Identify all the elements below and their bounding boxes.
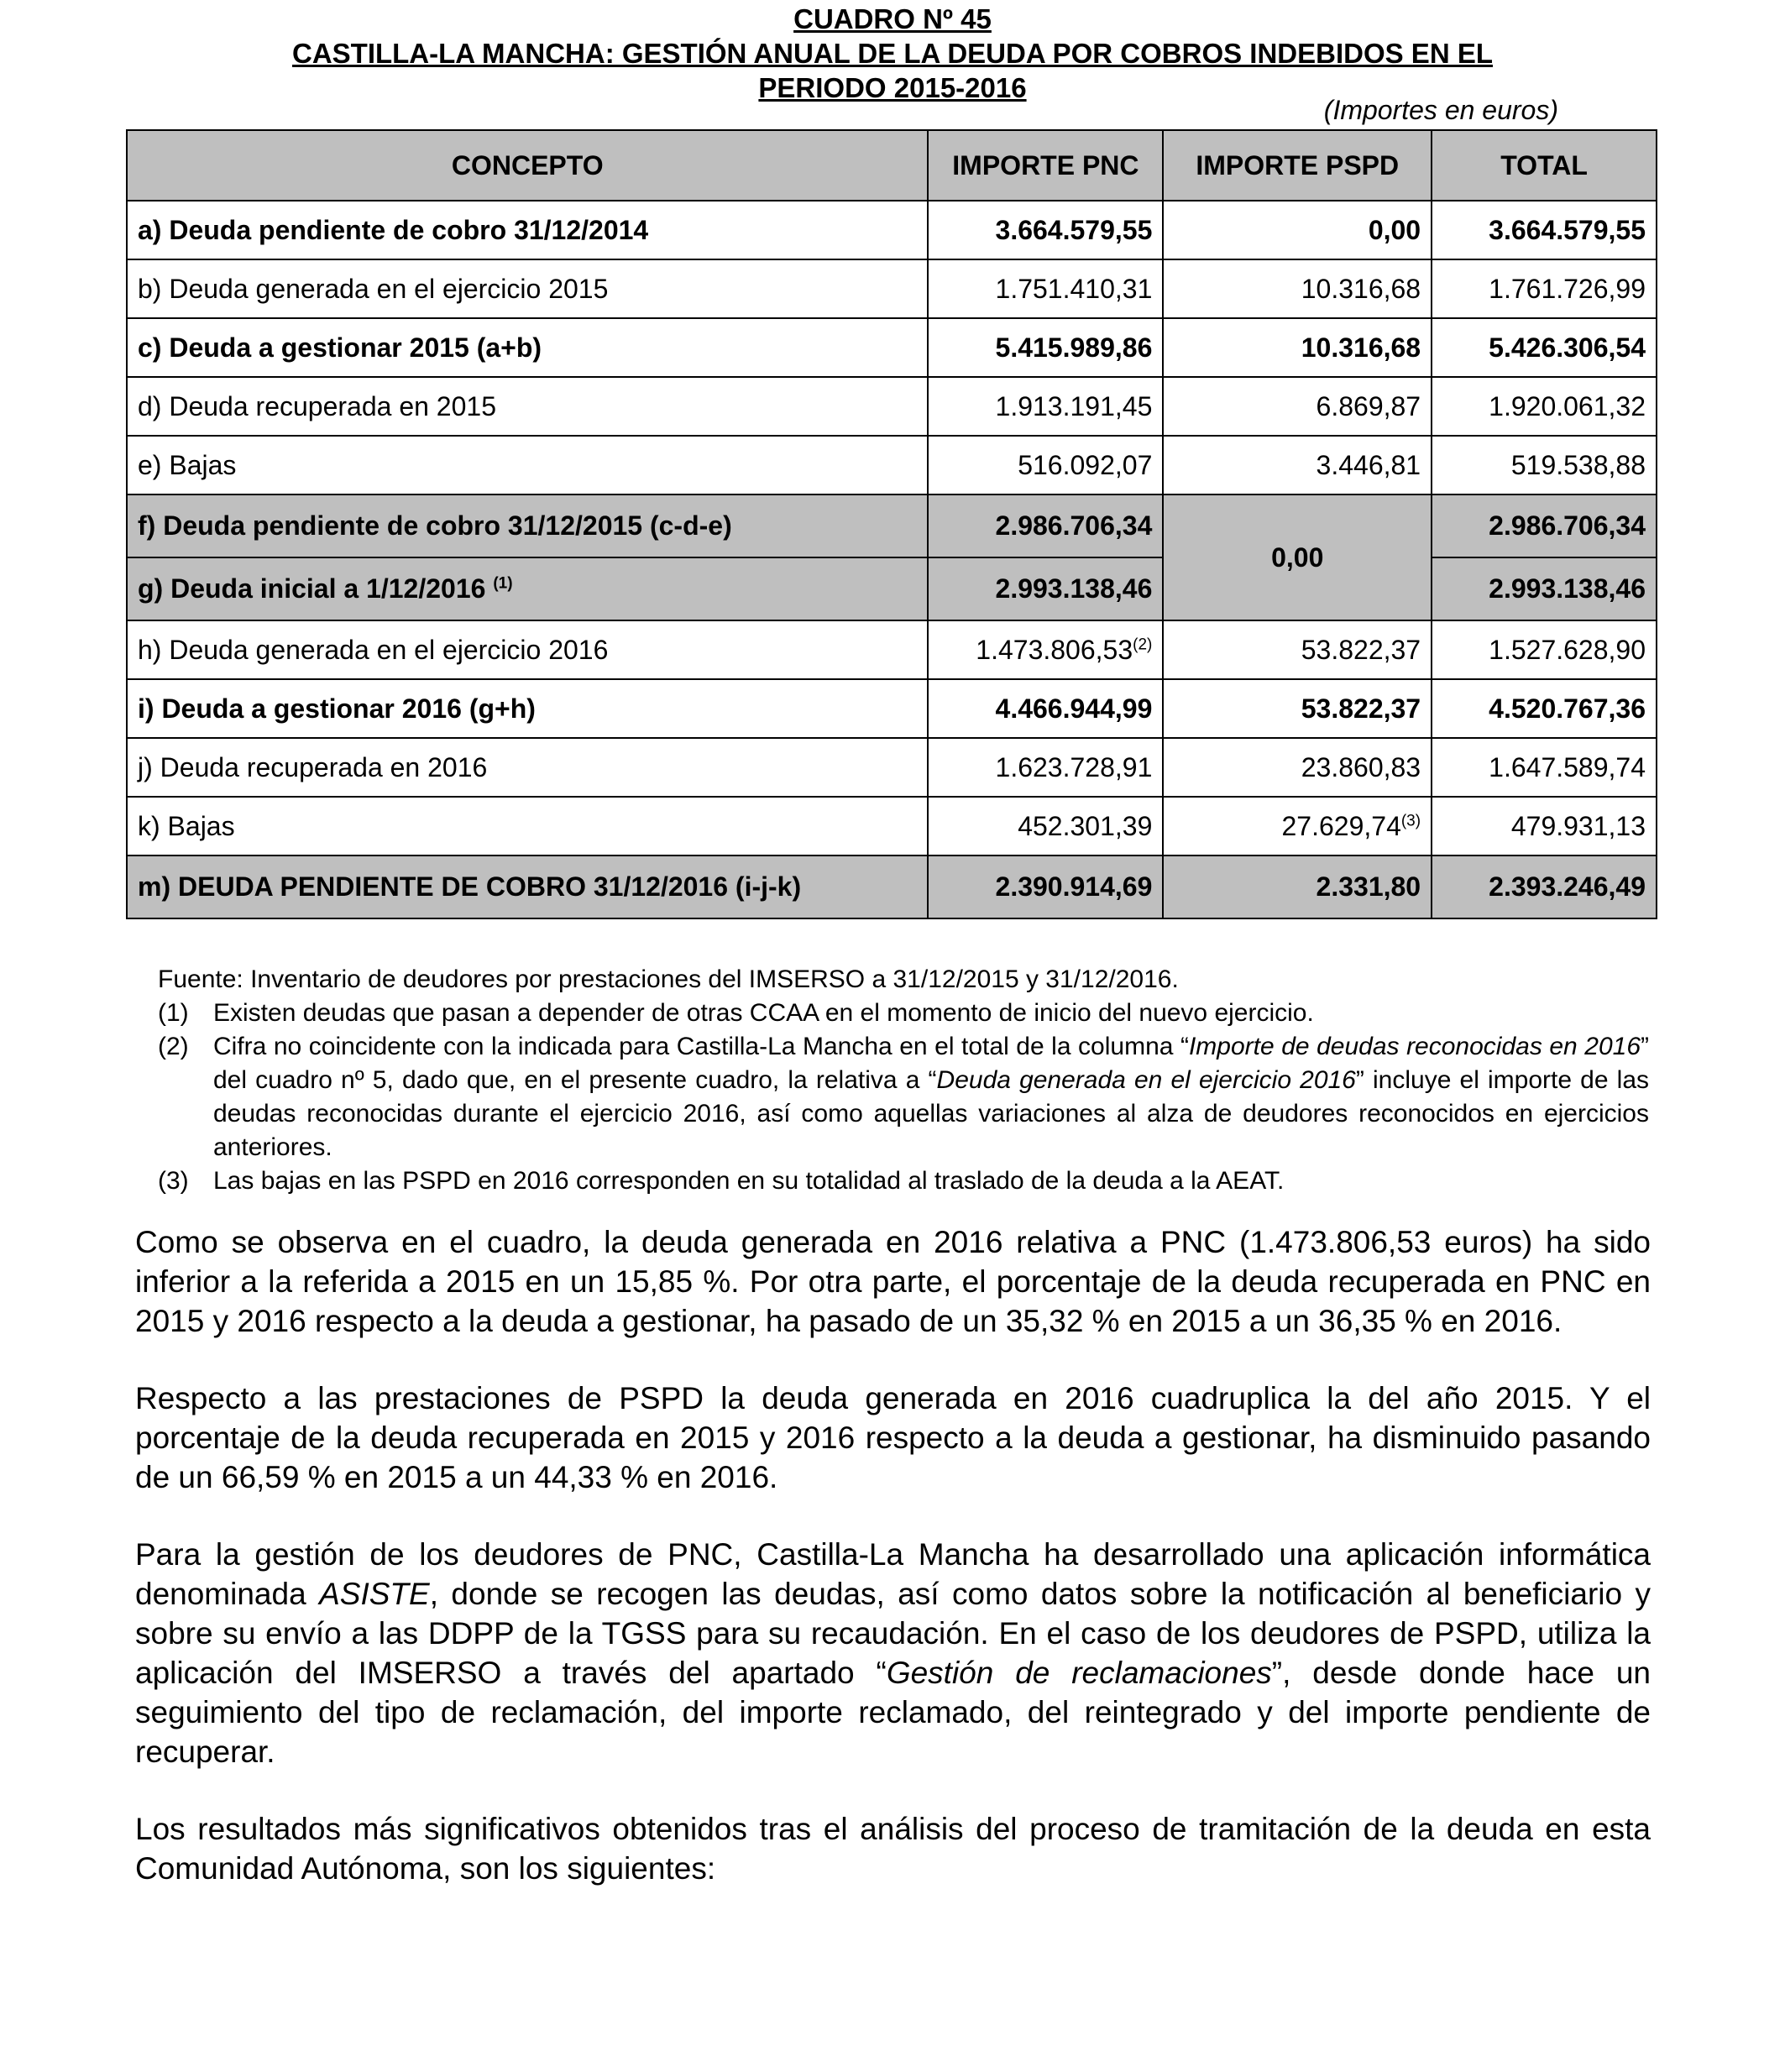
paragraph-part: , donde se recogen las deudas, así como datos sobre la notificación al beneficiario y sobre su envío a las DDPP de la TGSS para su recaudación. En el caso de los deudores de PSPD, utiliza la aplicación del IMSERSO a través del apartado “ <box>135 1577 1651 1690</box>
pspd-merged-cell: 0,00 <box>1163 494 1432 620</box>
table-row <box>127 494 1657 557</box>
footnote-text-part: ” del cuadro nº 5, dado que, en el presente cuadro, la relativa a “ <box>213 1033 1649 1094</box>
footnote-text: Existen deudas que pasan a depender de otras CCAA en el momento de inicio del nuevo ejercicio. <box>213 999 1314 1027</box>
pspd-cell: 2.331,80 <box>1163 855 1432 918</box>
pspd-cell: 10.316,68 <box>1163 259 1432 318</box>
footnote-italic: Importe de deudas reconocidas en 2016 <box>1188 1033 1641 1060</box>
pnc-cell: 2.993.138,46 <box>928 557 1163 620</box>
total-cell: 479.931,13 <box>1432 797 1657 855</box>
debt-table <box>126 129 1657 919</box>
footnote-text <box>213 1030 1649 1164</box>
total-cell: 4.520.767,36 <box>1432 679 1657 738</box>
footnote-ref: (2) <box>1133 635 1153 653</box>
footnote-label: (3) <box>158 1167 189 1195</box>
col-header: IMPORTE PSPD <box>1163 130 1432 201</box>
total-cell: 2.393.246,49 <box>1432 855 1657 918</box>
pnc-cell: 2.986.706,34 <box>928 494 1163 557</box>
pspd-cell: 6.869,87 <box>1163 377 1432 436</box>
paragraph-part: Para la gestión de los deudores de PNC, Castilla-La Mancha ha desarrollado una aplicación informática denominada <box>135 1537 1651 1611</box>
footnote-text: Las bajas en las PSPD en 2016 corresponden en su totalidad al traslado de la deuda a la AEAT. <box>213 1167 1285 1195</box>
table-row <box>127 679 1657 738</box>
total-cell: 1.527.628,90 <box>1432 620 1657 679</box>
paragraph-part: ”, desde donde hace un seguimiento del tipo de reclamación, del importe reclamado, del reintegrado y del importe pendiente de recuperar. <box>135 1656 1651 1769</box>
footnote-text-part: ” incluye el importe de las deudas reconocidas durante el ejercicio 2016, así como aquellas variaciones al alza de deudores reconocidos en ejercicios anteriores. <box>213 1066 1650 1161</box>
pspd-cell: 0,00 <box>1163 201 1432 259</box>
total-cell: 1.761.726,99 <box>1432 259 1657 318</box>
concept-cell: a) Deuda pendiente de cobro 31/12/2014 <box>127 201 928 259</box>
title-cuadro: CUADRO Nº 45 <box>793 3 992 34</box>
pspd-cell <box>1163 797 1432 855</box>
pspd-cell: 53.822,37 <box>1163 679 1432 738</box>
pspd-value: 27.629,74 <box>1281 810 1401 841</box>
total-cell: 1.647.589,74 <box>1432 738 1657 797</box>
concept-cell: k) Bajas <box>127 797 928 855</box>
total-cell: 3.664.579,55 <box>1432 201 1657 259</box>
footnote-italic: Deuda generada en el ejercicio 2016 <box>936 1066 1356 1094</box>
table-title <box>0 2 1785 105</box>
table-notes <box>158 963 1649 1198</box>
table-header-row <box>127 130 1657 201</box>
title-main: CASTILLA-LA MANCHA: GESTIÓN ANUAL DE LA DEUDA POR COBROS INDEBIDOS EN EL <box>291 38 1493 69</box>
pspd-cell: 53.822,37 <box>1163 620 1432 679</box>
pnc-cell: 1.623.728,91 <box>928 738 1163 797</box>
col-header: IMPORTE PNC <box>928 130 1163 201</box>
table-row <box>127 738 1657 797</box>
pnc-cell: 452.301,39 <box>928 797 1163 855</box>
footnote-label: (2) <box>158 1033 189 1060</box>
paragraph-3 <box>135 1535 1651 1771</box>
total-cell: 1.920.061,32 <box>1432 377 1657 436</box>
concept-cell: e) Bajas <box>127 436 928 494</box>
footnote-1 <box>158 997 1649 1030</box>
pspd-cell: 10.316,68 <box>1163 318 1432 377</box>
table-row <box>127 855 1657 918</box>
total-cell: 2.986.706,34 <box>1432 494 1657 557</box>
col-header: TOTAL <box>1432 130 1657 201</box>
paragraph-4: Los resultados más significativos obtenidos tras el análisis del proceso de tramitación de la deuda en esta Comunidad Autónoma, son los siguientes: <box>135 1812 1651 1886</box>
col-header: CONCEPTO <box>127 130 928 201</box>
table-row <box>127 436 1657 494</box>
footnote-2 <box>158 1030 1649 1164</box>
concept-cell <box>127 557 928 620</box>
pspd-cell: 23.860,83 <box>1163 738 1432 797</box>
paragraph-2: Respecto a las prestaciones de PSPD la deuda generada en 2016 cuadruplica la del año 2015. Y el porcentaje de la deuda recuperada en 2015 y 2016 respecto a la deuda a gestionar, ha disminuido pasando de un 66,59 % en 2015 a un 44,33 % en 2016. <box>135 1381 1651 1494</box>
footnote-ref: (1) <box>493 574 513 593</box>
table-row <box>127 201 1657 259</box>
paragraph-italic: ASISTE <box>319 1577 430 1611</box>
table-row <box>127 797 1657 855</box>
body-text <box>135 1222 1651 1926</box>
title-period: PERIODO 2015-2016 <box>758 72 1027 103</box>
table-row <box>127 318 1657 377</box>
pnc-cell: 1.913.191,45 <box>928 377 1163 436</box>
pnc-value: 1.473.806,53 <box>976 634 1133 665</box>
table-row <box>127 377 1657 436</box>
pnc-cell: 516.092,07 <box>928 436 1163 494</box>
concept-cell: d) Deuda recuperada en 2015 <box>127 377 928 436</box>
total-cell: 2.993.138,46 <box>1432 557 1657 620</box>
concept-text: g) Deuda inicial a 1/12/2016 <box>138 573 486 604</box>
concept-cell: c) Deuda a gestionar 2015 (a+b) <box>127 318 928 377</box>
concept-cell: i) Deuda a gestionar 2016 (g+h) <box>127 679 928 738</box>
paragraph-italic: Gestión de reclamaciones <box>886 1656 1272 1690</box>
footnote-text-part: Cifra no coincidente con la indicada para Castilla-La Mancha en el total de la columna “ <box>213 1033 1189 1060</box>
concept-cell: h) Deuda generada en el ejercicio 2016 <box>127 620 928 679</box>
pnc-cell <box>928 620 1163 679</box>
pspd-cell: 3.446,81 <box>1163 436 1432 494</box>
paragraph-1: Como se observa en el cuadro, la deuda generada en 2016 relativa a PNC (1.473.806,53 euros) ha sido inferior a la referida a 2015 en un 15,85 %. Por otra parte, el porcentaje de la deuda recuperada en PNC en 2015 y 2016 respecto a la deuda a gestionar, ha pasado de un 35,32 % en 2015 a un 36,35 % en 2016. <box>135 1225 1651 1338</box>
units-note: (Importes en euros) <box>1323 95 1558 125</box>
table-row <box>127 259 1657 318</box>
footnote-label: (1) <box>158 999 189 1027</box>
footnote-3 <box>158 1164 1649 1198</box>
concept-cell: f) Deuda pendiente de cobro 31/12/2015 (c-d-e) <box>127 494 928 557</box>
pnc-cell: 4.466.944,99 <box>928 679 1163 738</box>
concept-cell: m) DEUDA PENDIENTE DE COBRO 31/12/2016 (i-j-k) <box>127 855 928 918</box>
pnc-cell: 2.390.914,69 <box>928 855 1163 918</box>
concept-cell: j) Deuda recuperada en 2016 <box>127 738 928 797</box>
pnc-cell: 5.415.989,86 <box>928 318 1163 377</box>
table-row <box>127 620 1657 679</box>
pnc-cell: 3.664.579,55 <box>928 201 1163 259</box>
footnote-ref: (3) <box>1400 811 1421 829</box>
pnc-cell: 1.751.410,31 <box>928 259 1163 318</box>
total-cell: 5.426.306,54 <box>1432 318 1657 377</box>
source-note: Fuente: Inventario de deudores por prestaciones del IMSERSO a 31/12/2015 y 31/12/2016. <box>158 965 1179 993</box>
concept-cell: b) Deuda generada en el ejercicio 2015 <box>127 259 928 318</box>
total-cell: 519.538,88 <box>1432 436 1657 494</box>
